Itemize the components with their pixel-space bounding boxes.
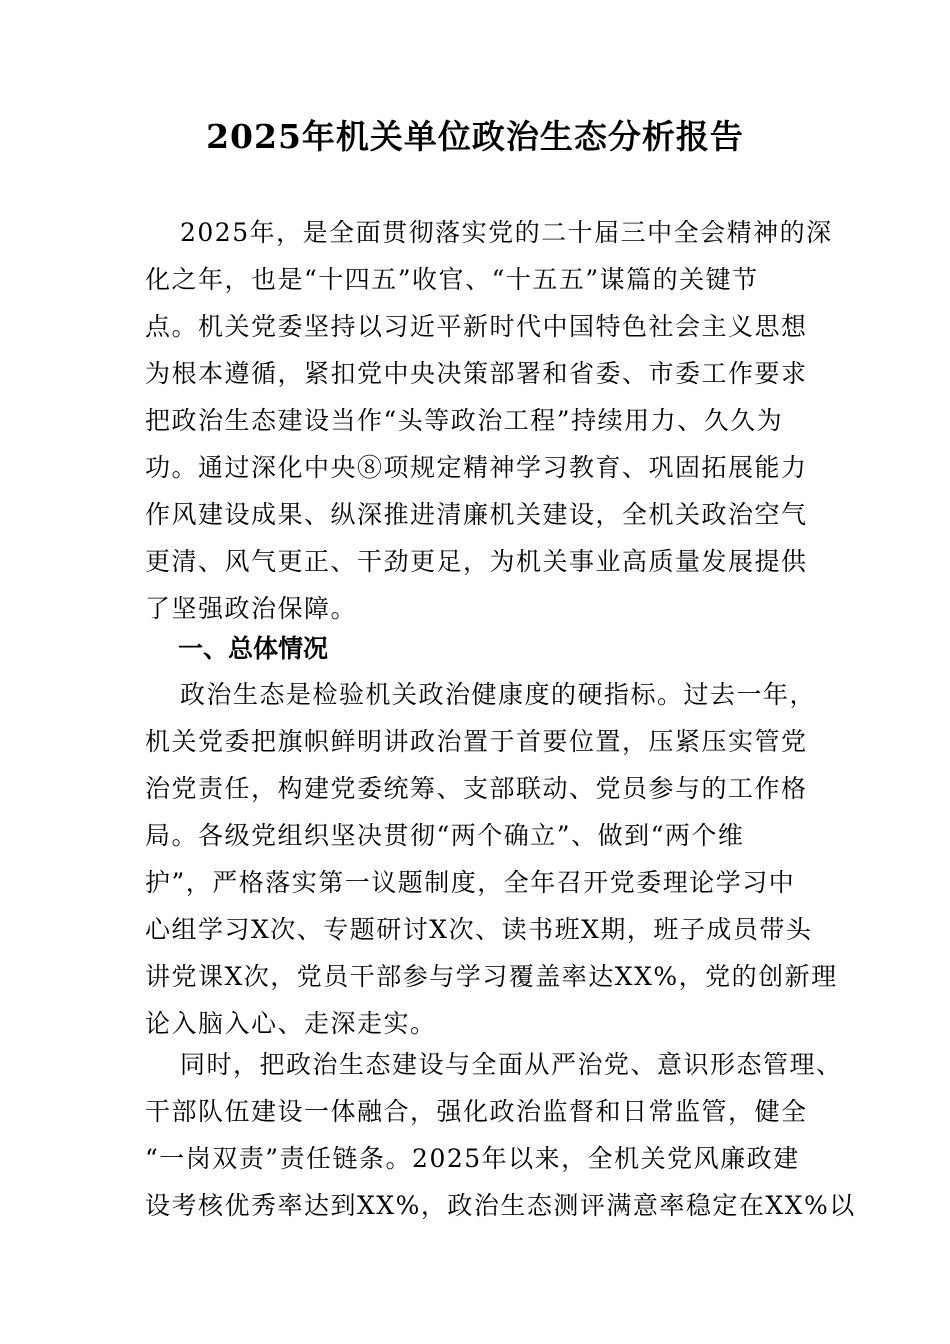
paragraph-line: 了坚强政治保障。 <box>145 594 358 623</box>
paragraph-line: 局。各级党组织坚决贯彻“两个确立”、做到“两个维 <box>145 821 745 850</box>
paragraph-line: 功。通过深化中央⑧项规定精神学习教育、巩固拓展能力 <box>145 453 808 482</box>
paragraph-line: 作风建设成果、纵深推进清廉机关建设，全机关政治空气 <box>145 500 808 529</box>
document-title: 2025年机关单位政治生态分析报告 <box>206 117 744 156</box>
paragraph-line: 化之年，也是“十四五”收官、“十五五”谋篇的关键节 <box>145 265 759 294</box>
paragraph-line: 更清、风气更正、干劲更足，为机关事业高质量发展提供 <box>145 547 808 576</box>
integration-paragraph <box>145 1041 856 1229</box>
section-heading-overview: 一、总体情况 <box>178 634 329 663</box>
paragraph-line: 同时，把政治生态建设与全面从严治党、意识形态管理、 <box>180 1050 843 1079</box>
paragraph-line: 机关党委把旗帜鲜明讲政治置于首要位置，压紧压实管党 <box>145 727 808 756</box>
paragraph-line: 心组学习X次、专题研讨X次、读书班X期，班子成员带头 <box>145 915 813 944</box>
paragraph-line: 护”，严格落实第一议题制度，全年召开党委理论学习中 <box>145 868 796 897</box>
intro-paragraph <box>145 209 833 632</box>
paragraph-line: 政治生态是检验机关政治健康度的硬指标。过去一年， <box>180 680 817 709</box>
paragraph-line: 论入脑入心、走深走实。 <box>145 1009 437 1038</box>
paragraph-line: 设考核优秀率达到XX%，政治生态测评满意率稳定在XX%以 <box>145 1191 856 1220</box>
paragraph-line: “一岗双责”责任链条。2025年以来，全机关党风廉政建 <box>145 1144 800 1173</box>
paragraph-line: 2025年，是全面贯彻落实党的二十届三中全会精神的深 <box>180 218 833 247</box>
paragraph-line: 治党责任，构建党委统筹、支部联动、党员参与的工作格 <box>145 774 808 803</box>
overview-paragraph <box>145 671 838 1047</box>
paragraph-line: 讲党课X次，党员干部参与学习覆盖率达XX%，党的创新理 <box>145 962 838 991</box>
paragraph-line: 把政治生态建设当作“头等政治工程”持续用力、久久为 <box>145 406 784 435</box>
paragraph-line: 为根本遵循，紧扣党中央决策部署和省委、市委工作要求 <box>145 359 808 388</box>
paragraph-line: 点。机关党委坚持以习近平新时代中国特色社会主义思想 <box>145 312 808 341</box>
paragraph-line: 干部队伍建设一体融合，强化政治监督和日常监管，健全 <box>145 1097 808 1126</box>
